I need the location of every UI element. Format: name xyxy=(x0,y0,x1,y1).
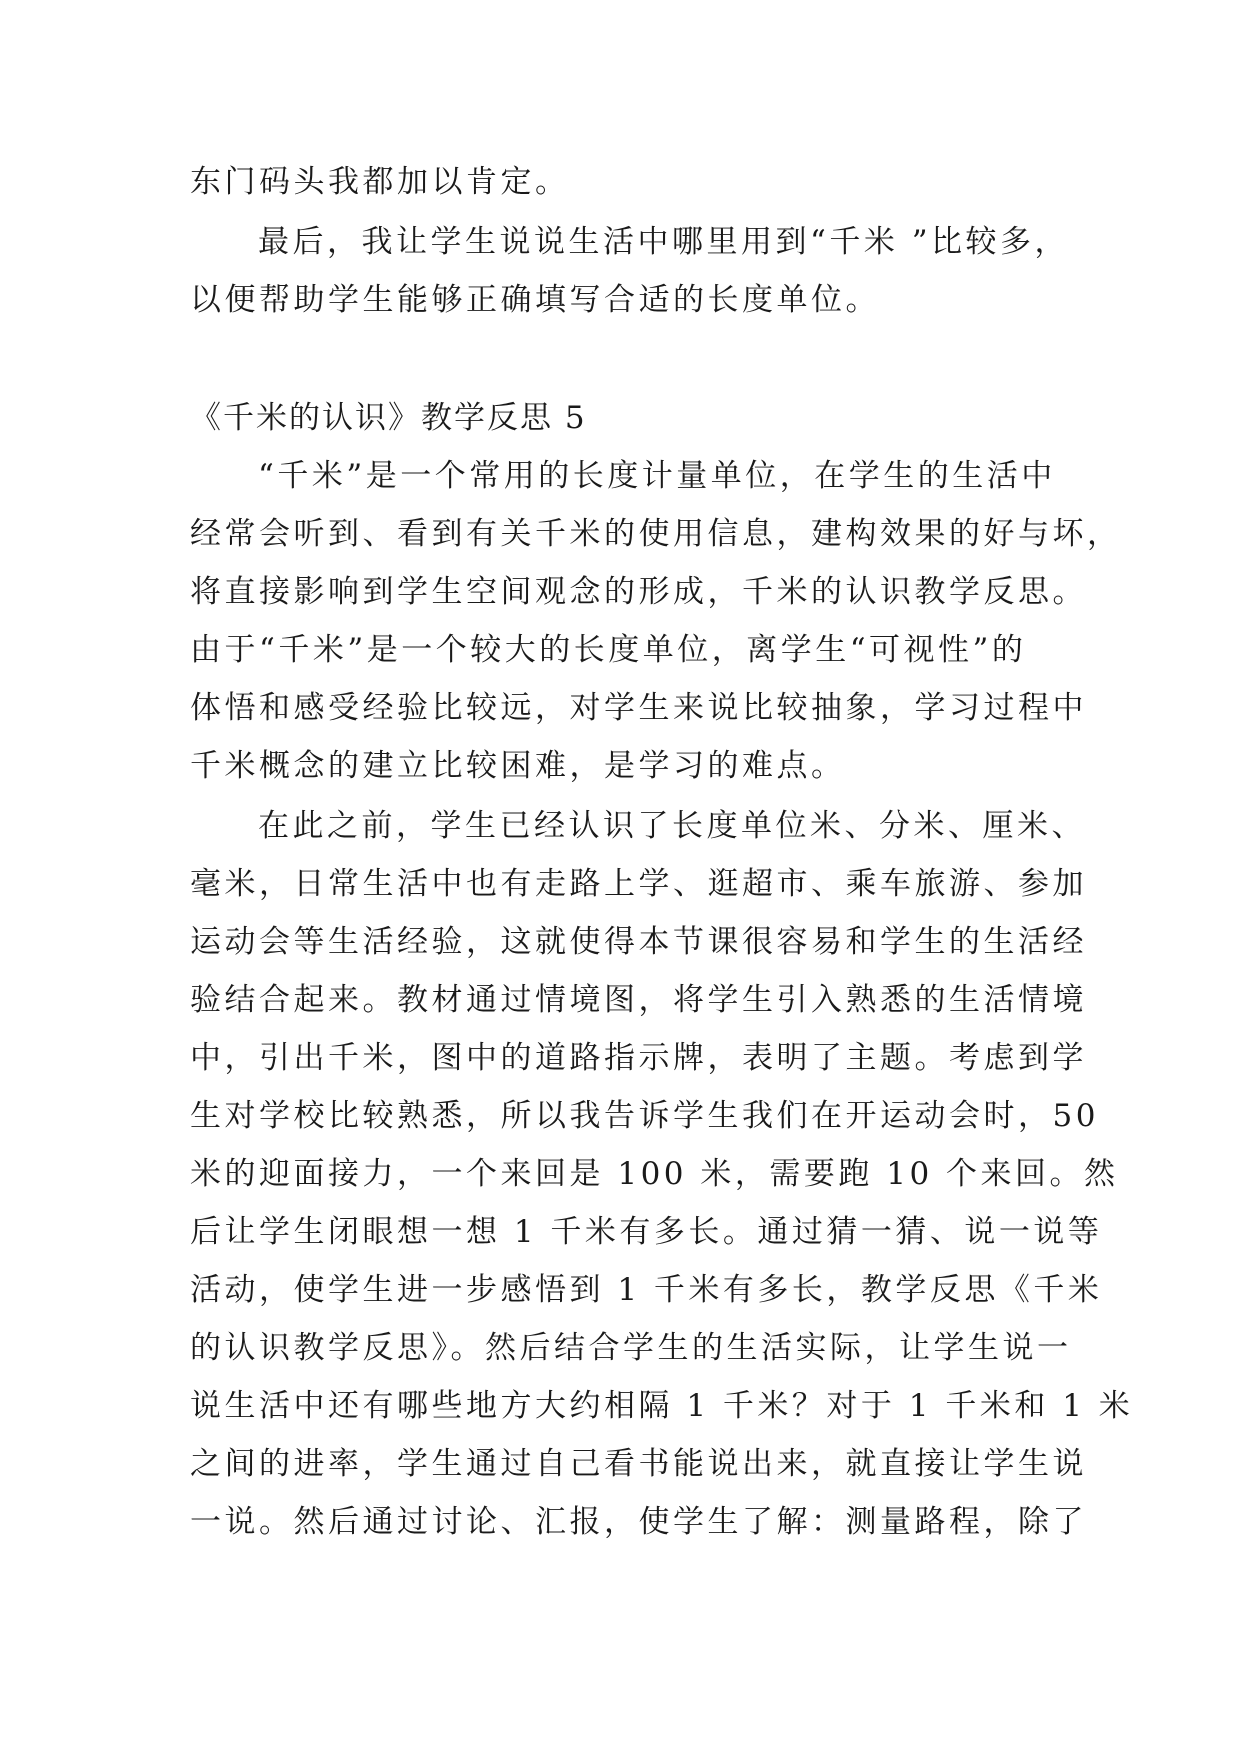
paragraph-line: 东门码头我都加以肯定。 xyxy=(190,164,570,200)
paragraph-line: 说生活中还有哪些地方大约相隔 1 千米？对于 1 千米和 1 米 xyxy=(190,1388,1134,1424)
paragraph-line: 由于“千米”是一个较大的长度单位，离学生“可视性”的 xyxy=(190,632,1027,668)
paragraph-line: 活动，使学生进一步感悟到 1 千米有多长，教学反思《千米 xyxy=(190,1272,1103,1308)
paragraph-line: 经常会听到、看到有关千米的使用信息，建构效果的好与坏， xyxy=(190,516,1122,552)
paragraph-line: 运动会等生活经验，这就使得本节课很容易和学生的生活经 xyxy=(190,924,1087,960)
paragraph-line: 米的迎面接力，一个来回是 100 米，需要跑 10 个来回。然 xyxy=(190,1156,1119,1192)
section-title: 《千米的认识》教学反思 5 xyxy=(190,400,587,436)
paragraph-line: 一说。然后通过讨论、汇报，使学生了解：测量路程，除了 xyxy=(190,1504,1087,1540)
paragraph-line: 以便帮助学生能够正确填写合适的长度单位。 xyxy=(190,282,880,318)
paragraph-line: 之间的进率，学生通过自己看书能说出来，就直接让学生说 xyxy=(190,1446,1087,1482)
paragraph-line: 将直接影响到学生空间观念的形成，千米的认识教学反思。 xyxy=(190,574,1087,610)
paragraph-line: 的认识教学反思》。然后结合学生的生活实际，让学生说一 xyxy=(190,1330,1072,1366)
paragraph-line: 生对学校比较熟悉，所以我告诉学生我们在开运动会时，50 xyxy=(190,1098,1099,1134)
paragraph-line: 最后，我让学生说说生活中哪里用到“千米 ”比较多， xyxy=(258,224,1070,260)
paragraph-line: 毫米，日常生活中也有走路上学、逛超市、乘车旅游、参加 xyxy=(190,866,1087,902)
paragraph-line: 验结合起来。教材通过情境图，将学生引入熟悉的生活情境 xyxy=(190,982,1087,1018)
paragraph-line: “千米”是一个常用的长度计量单位，在学生的生活中 xyxy=(258,458,1056,494)
paragraph-line: 后让学生闭眼想一想 1 千米有多长。通过猜一猜、说一说等 xyxy=(190,1214,1103,1250)
paragraph-line: 千米概念的建立比较困难，是学习的难点。 xyxy=(190,748,846,784)
paragraph-line: 在此之前，学生已经认识了长度单位米、分米、厘米、 xyxy=(258,808,1086,844)
paragraph-line: 中，引出千米，图中的道路指示牌，表明了主题。考虑到学 xyxy=(190,1040,1087,1076)
paragraph-line: 体悟和感受经验比较远，对学生来说比较抽象，学习过程中 xyxy=(190,690,1087,726)
